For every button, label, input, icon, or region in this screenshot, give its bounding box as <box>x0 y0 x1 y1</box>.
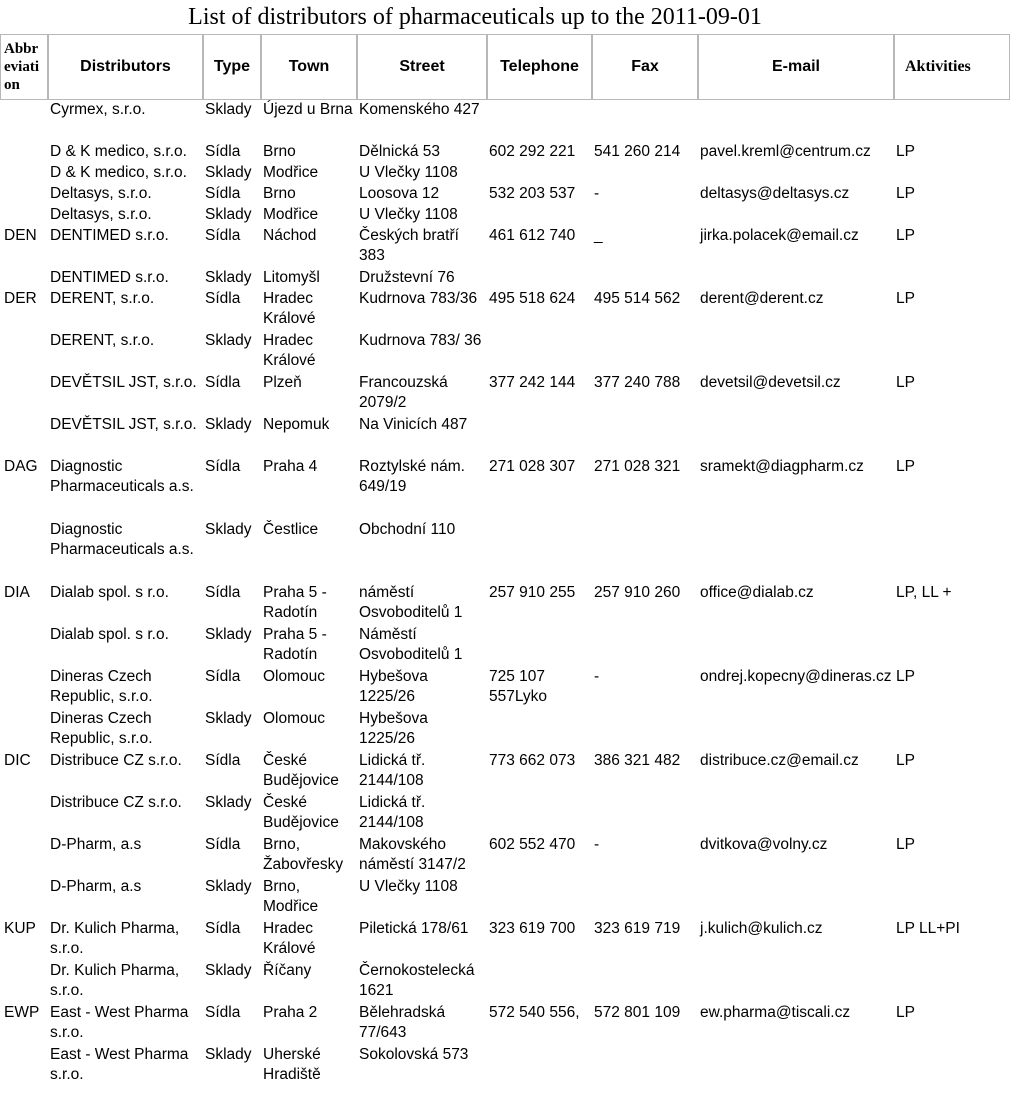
table-row <box>0 142 1010 163</box>
cell-distributor: DEVĚTSIL JST, s.r.o. <box>50 416 197 433</box>
cell-abbreviation: DIA <box>4 584 30 601</box>
cell-email <box>698 331 894 373</box>
cell-distributor: Deltasys, s.r.o. <box>50 206 152 223</box>
cell-distributor: DERENT, s.r.o. <box>50 332 155 349</box>
cell-distributor: Dialab spol. s r.o. <box>50 584 169 601</box>
table-body <box>0 100 1010 1087</box>
cell-type: Sklady <box>205 962 252 979</box>
cell-distributor: D-Pharm, a.s <box>50 836 142 853</box>
cell-telephone: 377 242 144 <box>489 374 576 391</box>
cell-email: deltasys@deltasys.cz <box>700 185 850 202</box>
cell-abbreviation <box>0 415 48 457</box>
table-row <box>0 667 1010 709</box>
cell-email: j.kulich@kulich.cz <box>700 920 823 937</box>
cell-aktivities <box>894 709 1010 751</box>
cell-aktivities: LP <box>896 752 915 769</box>
header-type: Type <box>203 34 261 100</box>
cell-aktivities: LP, LL + <box>896 584 952 601</box>
cell-town: Praha 2 <box>263 1004 318 1021</box>
cell-town: Čestlice <box>263 521 319 538</box>
cell-telephone <box>487 268 592 289</box>
cell-abbreviation <box>0 877 48 919</box>
cell-fax <box>592 961 698 1003</box>
cell-abbreviation <box>0 520 48 583</box>
distributors-table <box>0 34 1010 1087</box>
cell-distributor: Dineras Czech Republic, s.r.o. <box>50 710 153 747</box>
cell-email: pavel.kreml@centrum.cz <box>700 143 871 160</box>
cell-type: Sídla <box>205 458 241 475</box>
cell-telephone <box>487 709 592 751</box>
cell-type: Sklady <box>205 332 252 349</box>
cell-distributor: Dr. Kulich Pharma, s.r.o. <box>50 962 180 999</box>
cell-distributor: Diagnostic Pharmaceuticals a.s. <box>50 521 194 558</box>
cell-telephone: 495 518 624 <box>489 290 576 307</box>
cell-town: Praha 5 - Radotín <box>263 626 327 663</box>
cell-telephone <box>487 163 592 184</box>
cell-distributor: Distribuce CZ s.r.o. <box>50 794 182 811</box>
cell-town: Olomouc <box>263 668 326 685</box>
cell-fax <box>592 415 698 457</box>
cell-abbreviation <box>0 667 48 709</box>
header-town: Town <box>261 34 357 100</box>
cell-aktivities: LP <box>896 668 915 685</box>
cell-town: Brno <box>263 143 296 160</box>
cell-fax <box>592 520 698 583</box>
cell-fax: - <box>594 185 600 202</box>
header-telephone: Telephone <box>487 34 592 100</box>
cell-telephone <box>487 1045 592 1087</box>
cell-street: Kudrnova 783/ 36 <box>359 332 482 349</box>
page-title <box>0 0 960 34</box>
cell-town: Litomyšl <box>263 269 320 286</box>
table-row <box>0 415 1010 457</box>
cell-telephone: 257 910 255 <box>489 584 576 601</box>
cell-email <box>698 520 894 583</box>
header-street: Street <box>357 34 487 100</box>
cell-town: Újezd u Brna <box>263 101 353 118</box>
cell-street: Lidická tř. 2144/108 <box>359 752 426 789</box>
cell-fax: 323 619 719 <box>594 920 681 937</box>
cell-telephone: 323 619 700 <box>489 920 576 937</box>
table-row <box>0 583 1010 625</box>
cell-aktivities: LP <box>896 458 915 475</box>
cell-town: Modřice <box>263 164 319 181</box>
cell-fax: 257 910 260 <box>594 584 681 601</box>
cell-town: Praha 5 - Radotín <box>263 584 327 621</box>
cell-abbreviation <box>0 142 48 163</box>
cell-street: Dělnická 53 <box>359 143 440 160</box>
table-row <box>0 1045 1010 1087</box>
cell-street: Piletická 178/61 <box>359 920 469 937</box>
cell-distributor: DERENT, s.r.o. <box>50 290 155 307</box>
cell-email: dvitkova@volny.cz <box>700 836 828 853</box>
cell-abbreviation <box>0 331 48 373</box>
cell-abbreviation <box>0 625 48 667</box>
cell-distributor: Dialab spol. s r.o. <box>50 626 169 643</box>
cell-abbreviation <box>0 793 48 835</box>
page-title-text: List of distributors of pharmaceuticals up to the 2011-09-01 <box>188 4 762 30</box>
cell-town: Brno <box>263 185 296 202</box>
table-row <box>0 877 1010 919</box>
table-row <box>0 205 1010 226</box>
cell-telephone <box>487 625 592 667</box>
header-row <box>0 34 1010 100</box>
cell-email: ew.pharma@tiscali.cz <box>700 1004 851 1021</box>
cell-street: Francouzská 2079/2 <box>359 374 448 411</box>
cell-telephone: 773 662 073 <box>489 752 576 769</box>
cell-type: Sklady <box>205 878 252 895</box>
cell-town: Olomouc <box>263 710 326 727</box>
cell-email <box>698 268 894 289</box>
cell-aktivities <box>894 961 1010 1003</box>
table-row <box>0 163 1010 184</box>
cell-aktivities: LP LL+PI <box>896 920 960 937</box>
cell-town: Hradec Králové <box>263 920 316 957</box>
cell-type: Sídla <box>205 290 241 307</box>
cell-town: České Budějovice <box>263 794 339 831</box>
cell-town: České Budějovice <box>263 752 339 789</box>
cell-type: Sklady <box>205 416 252 433</box>
cell-telephone: 572 540 556, <box>489 1004 580 1021</box>
cell-telephone <box>487 877 592 919</box>
cell-distributor: DEVĚTSIL JST, s.r.o. <box>50 374 197 391</box>
cell-street: Družstevní 76 <box>359 269 455 286</box>
table-row <box>0 457 1010 520</box>
cell-type: Sídla <box>205 836 241 853</box>
cell-aktivities <box>894 163 1010 184</box>
cell-abbreviation <box>0 100 48 142</box>
cell-telephone <box>487 205 592 226</box>
cell-type: Sklady <box>205 206 252 223</box>
cell-email <box>698 625 894 667</box>
table-row <box>0 331 1010 373</box>
cell-fax <box>592 205 698 226</box>
cell-fax <box>592 100 698 142</box>
cell-aktivities <box>894 100 1010 142</box>
table-row <box>0 835 1010 877</box>
cell-street: náměstí Osvoboditelů 1 <box>359 584 463 621</box>
cell-abbreviation <box>0 205 48 226</box>
cell-street: Lidická tř. 2144/108 <box>359 794 426 831</box>
cell-type: Sídla <box>205 752 241 769</box>
cell-distributor: DENTIMED s.r.o. <box>50 269 169 286</box>
cell-type: Sídla <box>205 227 241 244</box>
header-aktivities: Aktivities <box>894 34 1010 100</box>
cell-fax <box>592 163 698 184</box>
cell-abbreviation <box>0 268 48 289</box>
cell-town: Uherské Hradiště <box>263 1046 321 1083</box>
table-row <box>0 520 1010 583</box>
cell-town: Hradec Králové <box>263 290 316 327</box>
table-row <box>0 709 1010 751</box>
cell-street: Loosova 12 <box>359 185 440 202</box>
table-row <box>0 184 1010 205</box>
cell-street: Bělehradská 77/643 <box>359 1004 446 1041</box>
cell-street: U Vlečky 1108 <box>359 206 458 223</box>
cell-distributor: Distribuce CZ s.r.o. <box>50 752 182 769</box>
cell-town: Brno, Žabovřesky <box>263 836 344 873</box>
cell-street: Makovského náměstí 3147/2 <box>359 836 466 873</box>
cell-abbreviation <box>0 163 48 184</box>
cell-town: Nepomuk <box>263 416 330 433</box>
cell-telephone: 532 203 537 <box>489 185 576 202</box>
cell-aktivities: LP <box>896 227 915 244</box>
cell-distributor: D-Pharm, a.s <box>50 878 142 895</box>
cell-email: sramekt@diagpharm.cz <box>700 458 864 475</box>
cell-street: Hybešova 1225/26 <box>359 668 428 705</box>
cell-telephone <box>487 793 592 835</box>
cell-email <box>698 793 894 835</box>
cell-distributor: Deltasys, s.r.o. <box>50 185 152 202</box>
cell-fax: 495 514 562 <box>594 290 681 307</box>
cell-aktivities <box>894 625 1010 667</box>
cell-type: Sídla <box>205 1004 241 1021</box>
cell-abbreviation: DER <box>4 290 37 307</box>
cell-street: Na Vinicích 487 <box>359 416 468 433</box>
cell-email <box>698 961 894 1003</box>
cell-street: Hybešova 1225/26 <box>359 710 428 747</box>
cell-fax <box>592 1045 698 1087</box>
cell-fax: 386 321 482 <box>594 752 681 769</box>
table-row <box>0 919 1010 961</box>
header-distributors: Distributors <box>48 34 203 100</box>
cell-telephone <box>487 520 592 583</box>
cell-street: Komenského 427 <box>359 101 480 118</box>
table-row <box>0 751 1010 793</box>
cell-fax: 271 028 321 <box>594 458 681 475</box>
cell-aktivities <box>894 415 1010 457</box>
table-row <box>0 226 1010 268</box>
cell-email: distribuce.cz@email.cz <box>700 752 859 769</box>
cell-distributor: Dr. Kulich Pharma, s.r.o. <box>50 920 180 957</box>
cell-street: U Vlečky 1108 <box>359 878 458 895</box>
cell-email: derent@derent.cz <box>700 290 824 307</box>
cell-aktivities <box>894 877 1010 919</box>
cell-aktivities: LP <box>896 374 915 391</box>
cell-email <box>698 877 894 919</box>
cell-abbreviation: KUP <box>4 920 36 937</box>
table-row <box>0 961 1010 1003</box>
cell-email: jirka.polacek@email.cz <box>700 227 859 244</box>
cell-type: Sklady <box>205 269 252 286</box>
cell-street: Kudrnova 783/36 <box>359 290 478 307</box>
cell-aktivities <box>894 793 1010 835</box>
cell-telephone: 271 028 307 <box>489 458 576 475</box>
cell-abbreviation: DIC <box>4 752 31 769</box>
cell-street: Roztylské nám. 649/19 <box>359 458 465 495</box>
cell-distributor: Diagnostic Pharmaceuticals a.s. <box>50 458 194 495</box>
cell-abbreviation <box>0 184 48 205</box>
table-row <box>0 625 1010 667</box>
cell-aktivities: LP <box>896 836 915 853</box>
cell-email: office@dialab.cz <box>700 584 814 601</box>
cell-type: Sklady <box>205 794 252 811</box>
cell-abbreviation <box>0 835 48 877</box>
cell-fax <box>592 709 698 751</box>
cell-email <box>698 1045 894 1087</box>
header-abbreviation: Abbr eviati on <box>0 34 48 100</box>
cell-fax <box>592 625 698 667</box>
cell-type: Sklady <box>205 1046 252 1063</box>
cell-email: ondrej.kopecny@dineras.cz <box>700 668 892 685</box>
cell-fax <box>592 268 698 289</box>
cell-type: Sídla <box>205 143 241 160</box>
cell-email <box>698 709 894 751</box>
table-row <box>0 373 1010 415</box>
cell-town: Říčany <box>263 962 312 979</box>
cell-fax: 377 240 788 <box>594 374 681 391</box>
table-row <box>0 100 1010 142</box>
cell-street: Sokolovská 573 <box>359 1046 469 1063</box>
cell-type: Sídla <box>205 920 241 937</box>
cell-fax <box>592 793 698 835</box>
cell-street: Černokostelecká 1621 <box>359 962 475 999</box>
cell-type: Sklady <box>205 164 252 181</box>
cell-distributor: D & K medico, s.r.o. <box>50 164 187 181</box>
cell-street: Českých bratří 383 <box>359 227 459 264</box>
cell-type: Sídla <box>205 584 241 601</box>
cell-email <box>698 205 894 226</box>
cell-aktivities: LP <box>896 1004 915 1021</box>
cell-type: Sídla <box>205 668 241 685</box>
cell-street: Náměstí Osvoboditelů 1 <box>359 626 463 663</box>
table-row <box>0 793 1010 835</box>
cell-aktivities <box>894 520 1010 583</box>
cell-fax: - <box>594 668 600 685</box>
cell-telephone <box>487 415 592 457</box>
cell-telephone <box>487 331 592 373</box>
cell-telephone: 461 612 740 <box>489 227 576 244</box>
cell-telephone <box>487 961 592 1003</box>
cell-abbreviation <box>0 1045 48 1087</box>
cell-fax: _ <box>594 227 603 244</box>
cell-fax <box>592 877 698 919</box>
cell-abbreviation: DEN <box>4 227 37 244</box>
cell-type: Sklady <box>205 521 252 538</box>
cell-type: Sklady <box>205 710 252 727</box>
cell-telephone: 602 552 470 <box>489 836 576 853</box>
cell-street: U Vlečky 1108 <box>359 164 458 181</box>
cell-town: Hradec Králové <box>263 332 316 369</box>
cell-type: Sklady <box>205 101 252 118</box>
cell-aktivities <box>894 331 1010 373</box>
cell-email: devetsil@devetsil.cz <box>700 374 841 391</box>
header-email: E-mail <box>698 34 894 100</box>
cell-email <box>698 100 894 142</box>
cell-distributor: DENTIMED s.r.o. <box>50 227 169 244</box>
table-row <box>0 289 1010 331</box>
cell-email <box>698 163 894 184</box>
cell-abbreviation: EWP <box>4 1004 40 1021</box>
table-row <box>0 268 1010 289</box>
cell-aktivities <box>894 268 1010 289</box>
cell-fax: 541 260 214 <box>594 143 681 160</box>
cell-distributor: Dineras Czech Republic, s.r.o. <box>50 668 153 705</box>
cell-type: Sklady <box>205 626 252 643</box>
cell-email <box>698 415 894 457</box>
cell-abbreviation: DAG <box>4 458 38 475</box>
cell-type: Sídla <box>205 374 241 391</box>
cell-distributor: D & K medico, s.r.o. <box>50 143 187 160</box>
cell-aktivities <box>894 1045 1010 1087</box>
cell-distributor: East - West Pharma s.r.o. <box>50 1046 189 1083</box>
cell-fax: 572 801 109 <box>594 1004 681 1021</box>
cell-town: Brno, Modřice <box>263 878 319 915</box>
cell-type: Sídla <box>205 185 241 202</box>
header-fax: Fax <box>592 34 698 100</box>
cell-distributor: East - West Pharma s.r.o. <box>50 1004 189 1041</box>
cell-town: Praha 4 <box>263 458 318 475</box>
cell-distributor: Cyrmex, s.r.o. <box>50 101 146 118</box>
cell-telephone: 602 292 221 <box>489 143 576 160</box>
cell-town: Plzeň <box>263 374 302 391</box>
cell-street: Obchodní 110 <box>359 521 456 538</box>
cell-aktivities <box>894 205 1010 226</box>
cell-telephone <box>487 100 592 142</box>
cell-abbreviation <box>0 709 48 751</box>
cell-fax: - <box>594 836 600 853</box>
cell-abbreviation <box>0 373 48 415</box>
cell-fax <box>592 331 698 373</box>
cell-telephone: 725 107 557Lyko <box>489 668 548 705</box>
cell-aktivities: LP <box>896 185 915 202</box>
cell-aktivities: LP <box>896 290 915 307</box>
cell-town: Modřice <box>263 206 319 223</box>
table-row <box>0 1003 1010 1045</box>
cell-town: Náchod <box>263 227 317 244</box>
cell-abbreviation <box>0 961 48 1003</box>
cell-aktivities: LP <box>896 143 915 160</box>
